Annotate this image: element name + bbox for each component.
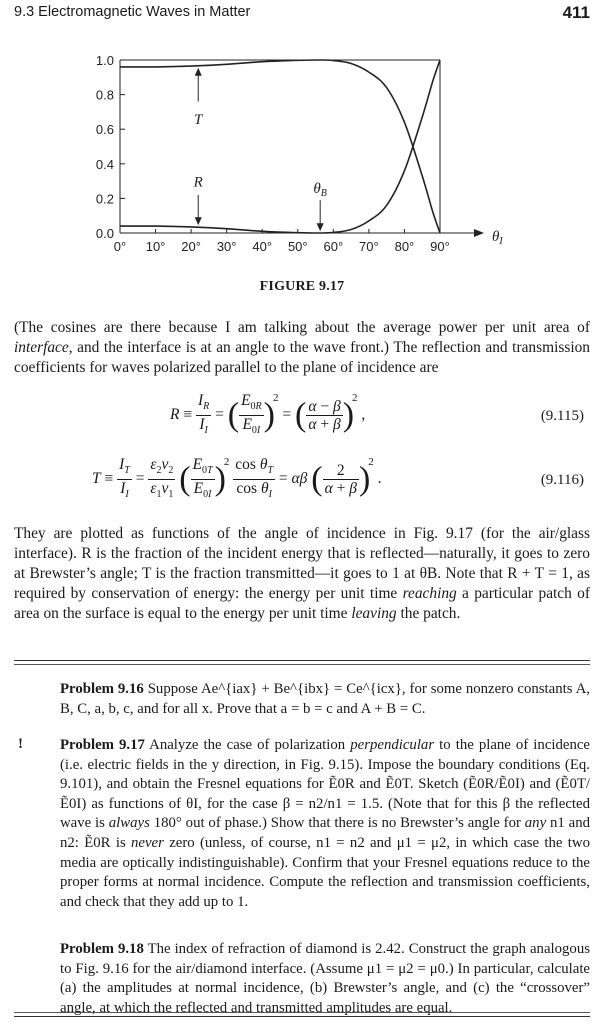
x-tick-label: 50° — [287, 239, 308, 254]
r-arrow-head — [195, 217, 202, 225]
problem-9-17-title: Problem 9.17 — [60, 737, 145, 753]
brewster-arrow-head — [317, 223, 324, 231]
figure-9-17-chart — [0, 38, 604, 278]
chart-annotations — [193, 68, 504, 247]
paragraph-2: They are plotted as functions of the angle of incidence in Fig. 9.17 (for the air/glass interface). R is the fraction of the incident energy that is reflected—naturally, it goes to zero at Brewster’s angle; T is the fraction transmitted—it goes to 1 at θB. Note that R + T = 1, as required by conservation of energy: the energy per unit time reaching a particular patch of area on the surface is equal to the energy per unit time leaving the patch. — [14, 525, 590, 622]
page-number: 411 — [562, 3, 590, 22]
series-r-curve — [120, 60, 440, 233]
x-axis-arrowhead — [474, 229, 484, 237]
problems-top-rule — [14, 660, 590, 661]
page-header — [14, 4, 590, 28]
problem-9-18-title: Problem 9.18 — [60, 941, 144, 957]
x-tick-label: 40° — [252, 239, 273, 254]
x-tick-label: 70° — [359, 239, 379, 254]
problems-bottom-rule-2 — [14, 1016, 590, 1017]
equation-number-2: (9.116) — [540, 472, 584, 488]
x-axis-label-sub: I — [499, 236, 503, 247]
problems-bottom-rule — [14, 1012, 590, 1013]
x-tick-label: 10° — [145, 239, 166, 254]
y-tick-label: 0.2 — [95, 191, 114, 207]
y-tick-label: 0.8 — [95, 87, 114, 103]
chart-ticks — [96, 53, 450, 254]
x-tick-label: 90° — [430, 239, 450, 254]
x-tick-label: 80° — [394, 239, 415, 254]
chart-axes — [120, 60, 484, 237]
difficulty-mark: ! — [18, 736, 23, 752]
x-tick-label: 0° — [113, 239, 127, 254]
y-tick-label: 0.6 — [95, 122, 114, 138]
x-tick-label: 20° — [181, 239, 201, 254]
r-label: R — [193, 174, 203, 191]
equation-number-1: (9.115) — [540, 408, 584, 424]
y-tick-label: 1.0 — [95, 53, 114, 68]
paragraph-1: (The cosines are there because I am talking about the average power per unit area of interface, and the interface is at an angle to the wave front.) The reflection and transmission coefficients for waves polarized parallel to the plane of incidence are — [14, 319, 590, 376]
chart-curves — [120, 60, 440, 233]
problem-9-17: Problem 9.17 Analyze the case of polarization perpendicular to the plane of incidence (i.e. electric fields in the y direction, in Fig. 9.15). Impose the boundary conditions (Eq. 9.101), and obtain the Fresnel equations for Ẽ0R and Ẽ0T. Sketch (Ẽ0R/Ẽ0I) and (Ẽ0T/Ẽ0I) as functions of θI, for the case β = n2/n1 = 1.5. (Note that for this β the reflected wave is always 180° out of phase.) Show that there is no Brewster’s angle for any n1 and n2: Ẽ0R is never zero (unless, of course, n1 = n2 and μ1 = μ2, in which case the two media are optically indistinguishable). Confirm that your Fresnel equations reduce to the proper forms at normal incidence. Compute the reflection and transmission coefficients, and check that they add up to 1. — [60, 737, 590, 910]
problem-9-18: Problem 9.18 The index of refraction of diamond is 2.42. Construct the graph analogous to Fig. 9.16 for the air/diamond interface. (Assume μ1 = μ2 = μ0.) In particular, calculate (a) the amplitudes at normal incidence, (b) Brewster’s angle, and (c) the “crossover” angle, at which the reflected and transmitted amplitudes are equal. — [60, 941, 590, 1016]
problem-9-16-title: Problem 9.16 — [60, 681, 144, 697]
brewster-label-sub: B — [320, 188, 327, 200]
series-t-curve — [120, 60, 440, 233]
x-axis-label: $\theta_I$ — [492, 229, 503, 247]
brewster-label: $\theta_B$ — [313, 181, 327, 200]
y-tick-label: 0.4 — [95, 156, 114, 172]
section-title: 9.3 Electromagnetic Waves in Matter — [14, 4, 251, 20]
problem-9-16: Problem 9.16 Suppose Ae^{iax} + Be^{ibx} = Ce^{icx}, for some nonzero constants A, B, C, a, b, c, and for all x. Prove that a = b = c and A + B = C. — [60, 681, 590, 717]
y-tick-label: 0.0 — [95, 226, 114, 241]
t-label: T — [194, 112, 203, 129]
t-arrow-head — [195, 68, 202, 76]
figure-caption: FIGURE 9.17 — [259, 279, 345, 294]
x-tick-label: 30° — [216, 239, 237, 254]
problems-top-rule-2 — [14, 664, 590, 665]
x-tick-label: 60° — [323, 239, 344, 254]
